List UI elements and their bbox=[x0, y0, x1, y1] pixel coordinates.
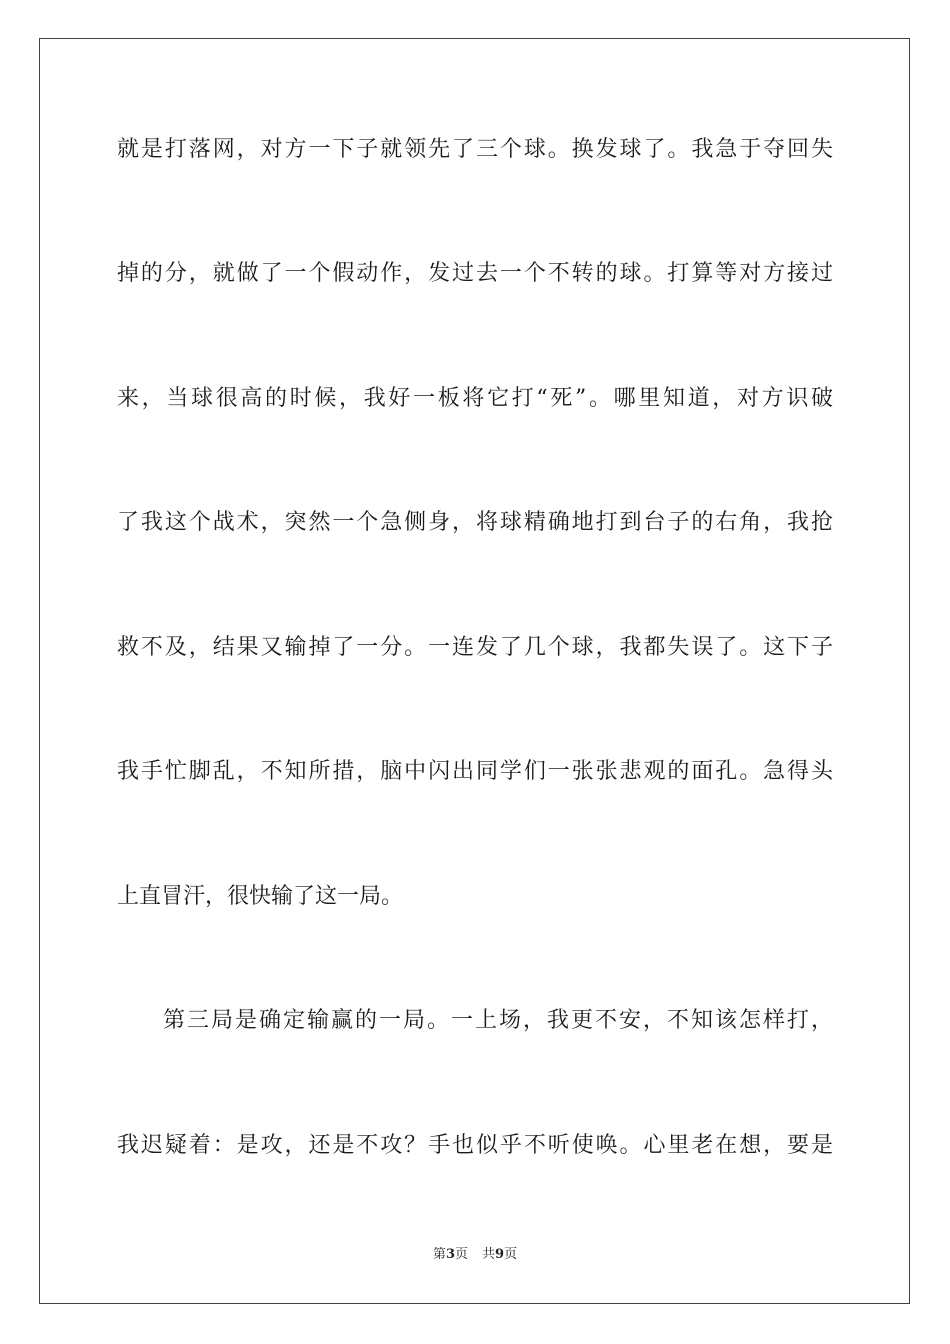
footer-total-suffix: 页 bbox=[504, 1247, 518, 1262]
footer-page-suffix: 页 bbox=[454, 1247, 468, 1262]
footer-page-prefix: 第 bbox=[432, 1247, 446, 1262]
body-text-line-2: 掉的分，就做了一个假动作，发过去一个不转的球。打算等对方接过 bbox=[117, 261, 833, 286]
body-text-line-4: 了我这个战术，突然一个急侧身，将球精确地打到台子的右角，我抢 bbox=[117, 510, 833, 535]
body-text-line-7: 上直冒汗，很快输了这一局。 bbox=[117, 884, 404, 909]
body-text-line-9: 我迟疑着：是攻，还是不攻？手也似乎不听使唤。心里老在想，要是 bbox=[117, 1133, 833, 1158]
footer-total-pages: 9 bbox=[495, 1247, 505, 1262]
page-footer bbox=[0, 1246, 950, 1264]
body-text-line-3: 来，当球很高的时候，我好一板将它打“死”。哪里知道，对方识破 bbox=[117, 386, 833, 411]
body-text-line-5: 救不及，结果又输掉了一分。一连发了几个球，我都失误了。这下子 bbox=[117, 635, 833, 660]
body-text-line-6: 我手忙脚乱，不知所措，脑中闪出同学们一张张悲观的面孔。急得头 bbox=[117, 759, 833, 784]
footer-total-prefix: 共 bbox=[482, 1247, 496, 1262]
body-text-line-1: 就是打落网，对方一下子就领先了三个球。换发球了。我急于夺回失 bbox=[117, 137, 833, 162]
body-text-line-8: 第三局是确定输赢的一局。一上场，我更不安，不知该怎样打， bbox=[163, 1008, 833, 1033]
page-border bbox=[39, 38, 910, 1304]
footer-page-number: 3 bbox=[445, 1247, 455, 1262]
